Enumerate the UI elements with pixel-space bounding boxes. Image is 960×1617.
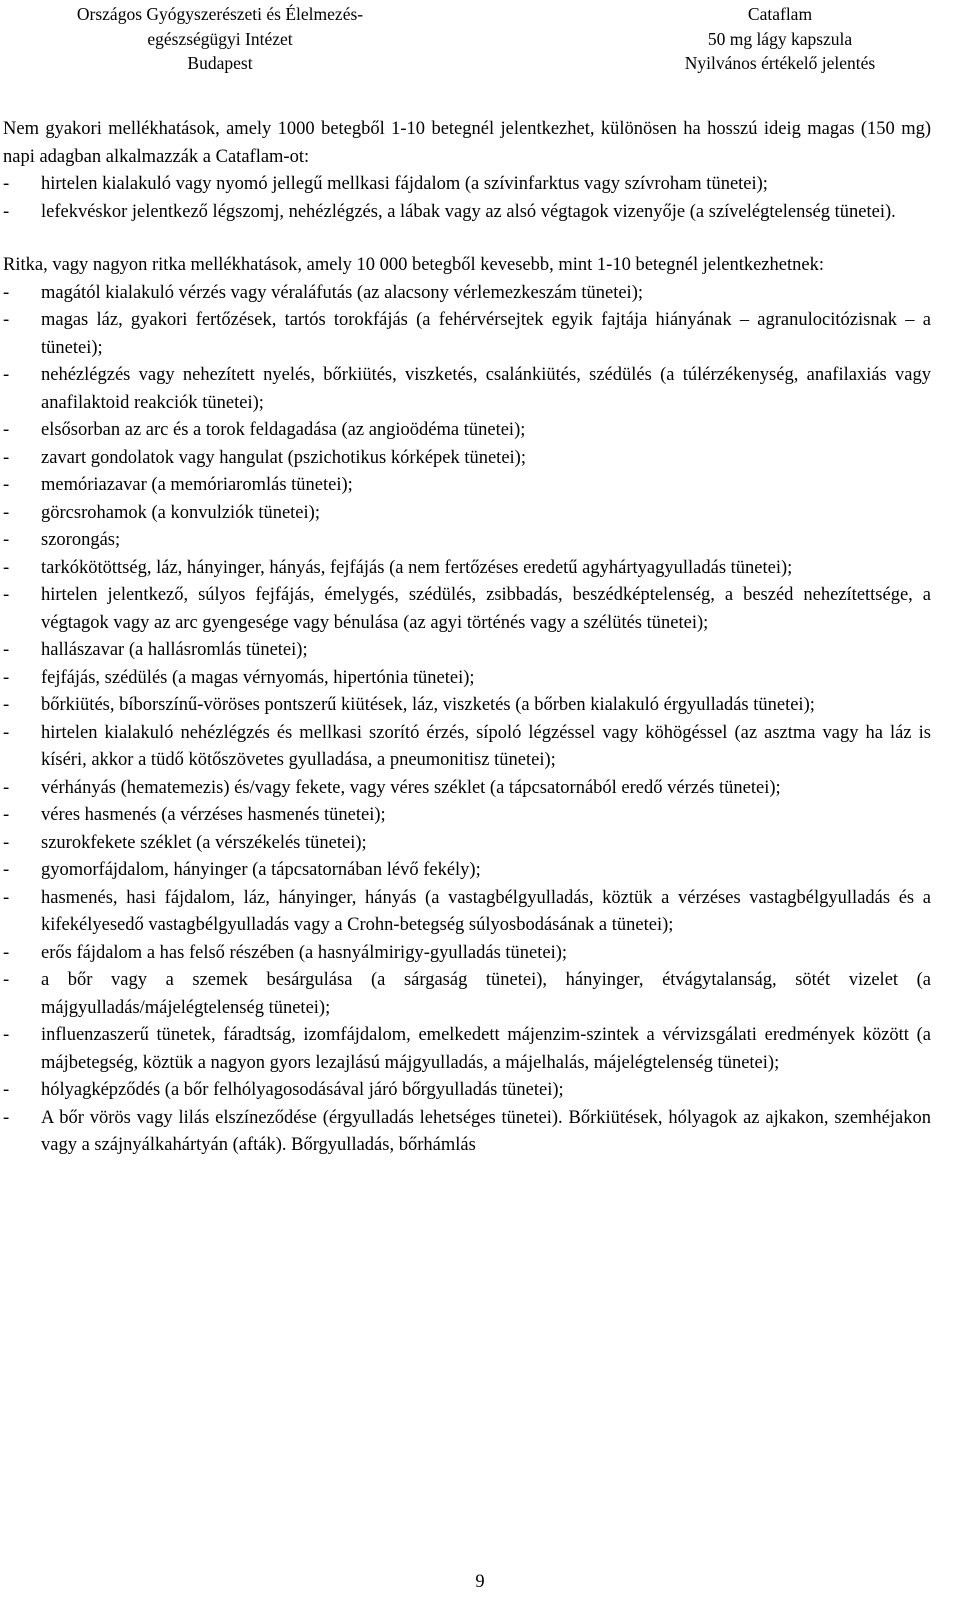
- page-header: [0, 2, 960, 76]
- list-item: [3, 885, 931, 940]
- bullet-dash: -: [3, 1107, 10, 1128]
- bullet-dash: -: [3, 585, 10, 605]
- list-item: [3, 802, 931, 830]
- list-item-text: szurokfekete széklet (a vérszékelés tünetei);: [41, 832, 367, 853]
- list-item-text: nehézlégzés vagy nehezített nyelés, bőrkiütés, viszketés, csalánkiütés, szédülés (a túlérzékenység, anafilaxiás vagy anafilaktoid reakciók tünetei);: [41, 365, 931, 413]
- bullet-dash: -: [3, 1080, 10, 1100]
- header-right-line: Nyilvános értékelő jelentés: [684, 53, 876, 73]
- list-item: [3, 362, 931, 417]
- list-item-text: véres hasmenés (a vérzéses hasmenés tünetei);: [41, 805, 386, 825]
- list-item-text: magától kialakuló vérzés vagy véraláfutás (az alacsony vérlemezkeszám tünetei);: [41, 282, 643, 303]
- list-item: [3, 665, 931, 693]
- bullet-dash: -: [3, 174, 10, 194]
- list-item-text: hasmenés, hasi fájdalom, láz, hányinger, hányás (a vastagbélgyulladás, köztük a vérzéses vastagbélgyulladás és a kifekélyesedő vastagbélgyulladás vagy a Crohn-betegség súlyosbodásának a tünetei);: [41, 887, 931, 935]
- bullet-dash: -: [3, 557, 10, 578]
- bullet-dash: -: [3, 310, 10, 330]
- bullet-dash: -: [3, 640, 10, 660]
- list-item: [3, 445, 931, 473]
- bullet-dash: -: [3, 282, 10, 303]
- list-item-text: lefekvéskor jelentkező légszomj, nehézlégzés, a lábak vagy az alsó végtagok vizenyője (a szívelégtelenség tünetei).: [41, 201, 896, 222]
- bullet-dash: -: [3, 447, 10, 468]
- list-item-text: influenzaszerű tünetek, fáradtság, izomfájdalom, emelkedett májenzim-szintek a vérvizsgálati eredmények között (a májbetegség, köztük a nagyon gyors lezajlású májgyulladás, a májelhalás, májelégtelenség tünetei);: [41, 1025, 931, 1073]
- list-item: [3, 940, 931, 968]
- bullet-dash: -: [3, 475, 10, 495]
- list-item: [3, 830, 931, 858]
- list-item: [3, 417, 931, 445]
- list-item: [3, 280, 931, 308]
- section-rare-intro: Ritka, vagy nagyon ritka mellékhatások, amely 10 000 betegből kevesebb, mint 1-10 betegnél jelentkezhetnek:: [3, 255, 824, 275]
- bullet-dash: -: [3, 502, 10, 523]
- bullet-dash: -: [3, 1025, 10, 1045]
- list-item-text: zavart gondolatok vagy hangulat (pszichotikus kórképek tünetei);: [41, 447, 526, 468]
- list-item-text: A bőr vörös vagy lilás elszíneződése (érgyulladás lehetséges tünetei). Bőrkiütések, hólyagok az ajkakon, szemhéjakon vagy a szájnyálkahártyán (afták). Bőrgyulladás, bőrhámlás: [41, 1107, 931, 1155]
- header-right-line: Cataflam: [747, 4, 813, 24]
- bullet-dash: -: [3, 805, 10, 825]
- list-item-text: gyomorfájdalom, hányinger (a tápcsatornában lévő fekély);: [41, 860, 481, 880]
- list-item: [3, 527, 931, 555]
- list-item-text: szorongás;: [41, 530, 121, 550]
- list-item: [3, 720, 931, 775]
- list-item: [3, 637, 931, 665]
- list-item-text: fejfájás, szédülés (a magas vérnyomás, hipertónia tünetei);: [41, 667, 475, 688]
- list-item-text: hirtelen kialakuló nehézlégzés és mellkasi szorító érzés, sípoló légzéssel vagy köhögéssel (az asztma vagy ha láz is kíséri, akkor a tüdő kötőszövetes gyulladása, a pneumonitisz tünetei);: [41, 722, 931, 770]
- list-item-text: hallászavar (a hallásromlás tünetei);: [41, 640, 308, 660]
- list-item-text: memóriazavar (a memóriaromlás tünetei);: [41, 475, 353, 495]
- list-item-text: vérhányás (hematemezis) és/vagy fekete, vagy véres széklet (a tápcsatornából eredő vérzés tünetei);: [41, 777, 781, 798]
- list-item: [3, 1077, 931, 1105]
- list-item: [3, 775, 931, 803]
- list-item-text: a bőr vagy a szemek besárgulása (a sárgaság tünetei), hányinger, étvágytalanság, sötét vizelet (a májgyulladás/májelégtelenség tünetei);: [41, 970, 931, 1018]
- header-left-line: Budapest: [187, 53, 253, 73]
- list-item: [3, 967, 931, 1022]
- list-item-text: elsősorban az arc és a torok feldagadása (az angioödéma tünetei);: [41, 420, 526, 440]
- bullet-dash: -: [3, 695, 10, 715]
- list-item: [3, 199, 931, 227]
- bullet-dash: -: [3, 667, 10, 688]
- header-product: [600, 2, 960, 76]
- list-item-text: erős fájdalom a has felső részében (a hasnyálmirigy-gyulladás tünetei);: [41, 942, 568, 963]
- bullet-dash: -: [3, 970, 10, 990]
- list-item-text: görcsrohamok (a konvulziók tünetei);: [41, 502, 320, 523]
- document-body: [3, 116, 931, 1160]
- list-item: [3, 472, 931, 500]
- header-left-line: Országos Gyógyszerészeti és Élelmezés-: [76, 4, 364, 24]
- bullet-dash: -: [3, 832, 10, 853]
- list-item-text: hirtelen kialakuló vagy nyomó jellegű mellkasi fájdalom (a szívinfarktus vagy szívroham tünetei);: [41, 174, 768, 194]
- bullet-dash: -: [3, 860, 10, 880]
- paragraph-gap: [3, 226, 931, 252]
- header-right-line: 50 mg lágy kapszula: [707, 28, 853, 49]
- header-left-line: egészségügyi Intézet: [147, 28, 293, 49]
- list-item: [3, 171, 931, 199]
- list-item: [3, 1105, 931, 1160]
- section-uncommon-list: [3, 171, 931, 226]
- page-number: 9: [475, 1572, 485, 1592]
- list-item-text: bőrkiütés, bíborszínű-vöröses pontszerű kiütések, láz, viszketés (a bőrben kialakuló érgyulladás tünetei);: [41, 695, 815, 715]
- list-item-text: hólyagképződés (a bőr felhólyagosodásával járó bőrgyulladás tünetei);: [41, 1080, 564, 1100]
- bullet-dash: -: [3, 530, 10, 550]
- list-item-text: tarkókötöttség, láz, hányinger, hányás, fejfájás (a nem fertőzéses eredetű agyhártyagyulladás tünetei);: [41, 557, 793, 578]
- bullet-dash: -: [3, 365, 10, 385]
- list-item: [3, 1022, 931, 1077]
- section-rare-list: [3, 280, 931, 1160]
- bullet-dash: -: [3, 420, 10, 440]
- list-item: [3, 555, 931, 583]
- list-item: [3, 307, 931, 362]
- list-item-text: magas láz, gyakori fertőzések, tartós torokfájás (a fehérvérsejtek egyik fajtája hiányának – agranulocitózisnak – a tünetei);: [41, 310, 931, 358]
- bullet-dash: -: [3, 887, 10, 908]
- header-institute: [0, 2, 440, 76]
- list-item: [3, 500, 931, 528]
- list-item: [3, 857, 931, 885]
- bullet-dash: -: [3, 942, 10, 963]
- bullet-dash: -: [3, 722, 10, 743]
- list-item: [3, 692, 931, 720]
- section-uncommon-intro: Nem gyakori mellékhatások, amely 1000 betegből 1-10 betegnél jelentkezhet, különösen ha hosszú ideig magas (150 mg) napi adagban alkalmazzák a Cataflam-ot:: [3, 119, 931, 167]
- bullet-dash: -: [3, 201, 10, 222]
- list-item: [3, 582, 931, 637]
- list-item-text: hirtelen jelentkező, súlyos fejfájás, émelygés, szédülés, zsibbadás, beszédképtelenség, a beszéd nehezítettsége, a végtagok vagy az arc gyengesége vagy bénulása (az agyi történés vagy a szélütés tünetei);: [41, 585, 931, 633]
- bullet-dash: -: [3, 777, 10, 798]
